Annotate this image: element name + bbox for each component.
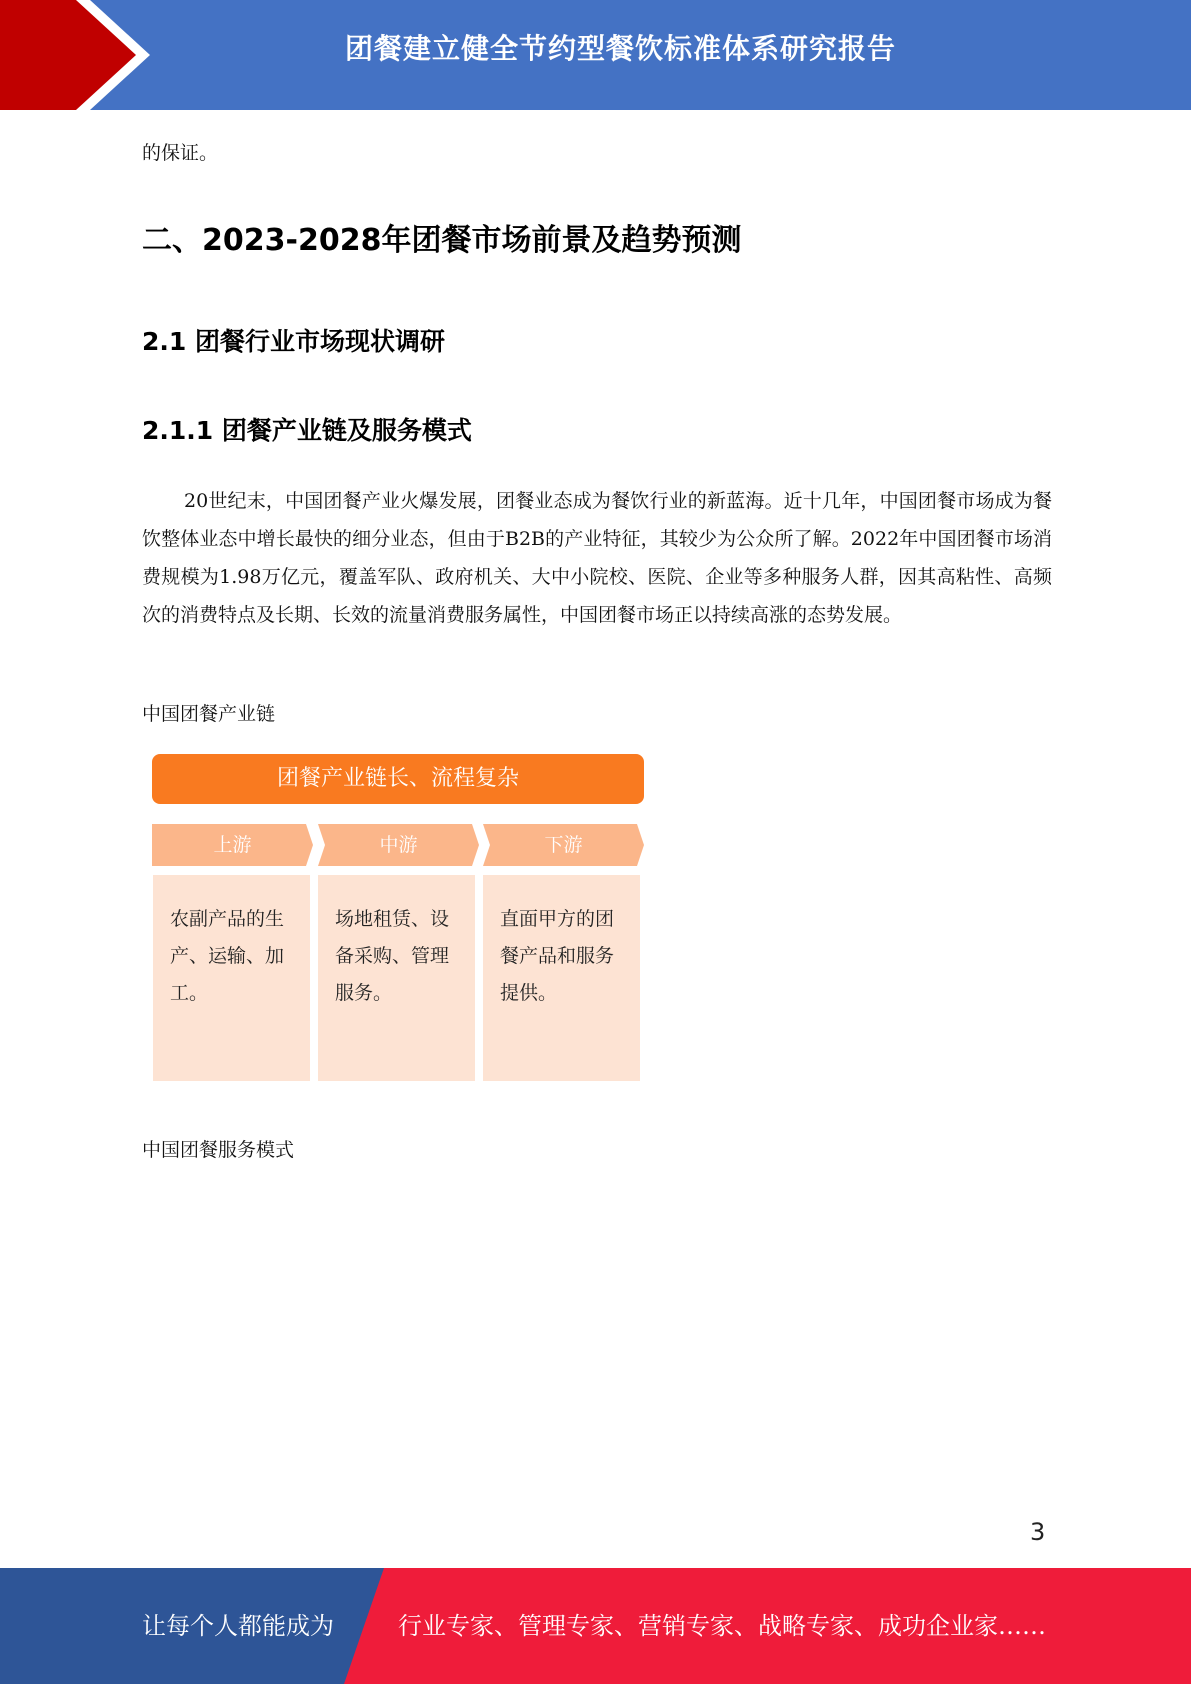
stage-desc-upstream: 农副产品的生产、运输、加工。 (153, 875, 310, 1081)
figure-banner: 团餐产业链长、流程复杂 (152, 754, 644, 804)
footer-slogan-left: 让每个人都能成为 (142, 1612, 334, 1640)
stage-desc-downstream: 直面甲方的团餐产品和服务提供。 (483, 875, 640, 1081)
body-paragraph: 20世纪末，中国团餐产业火爆发展，团餐业态成为餐饮行业的新蓝海。近十几年，中国团餐市场成为餐饮整体业态中增长最快的细分业态，但由于B2B的产业特征，其较少为公众所了解。2022年中国团餐市场消费规模为1.98万亿元，覆盖军队、政府机关、大中小院校、医院、企业等多种服务人群，因其高粘性、高频次的消费特点及长期、长效的流量消费服务属性，中国团餐市场正以持续高涨的态势发展。 (142, 490, 1052, 626)
page-footer (0, 1568, 1191, 1684)
section-heading: 二、2023-2028年团餐市场前景及趋势预测 (142, 223, 742, 258)
footer-slogan-right: 行业专家、管理专家、营销专家、战略专家、成功企业家…… (398, 1612, 1046, 1640)
leading-text: 的保证。 (142, 142, 219, 164)
subsubsection-heading: 2.1.1 团餐产业链及服务模式 (142, 416, 472, 445)
stage-label: 中游 (379, 834, 418, 856)
industry-chain-figure (152, 752, 644, 1084)
stage-desc-midstream: 场地租赁、设备采购、管理服务。 (318, 875, 475, 1081)
page-number: 3 (1030, 1518, 1046, 1546)
stage-label: 上游 (213, 834, 252, 856)
stage-arrow-downstream (483, 824, 644, 866)
figure-caption-industry-chain: 中国团餐产业链 (142, 703, 276, 725)
report-title: 团餐建立健全节约型餐饮标准体系研究报告 (344, 32, 896, 65)
subsection-heading: 2.1 团餐行业市场现状调研 (142, 327, 445, 356)
stage-label: 下游 (544, 834, 583, 856)
figure-caption-service-model: 中国团餐服务模式 (142, 1139, 295, 1161)
stage-arrow-midstream (318, 824, 479, 866)
stage-arrow-upstream (152, 824, 313, 866)
page-header (0, 0, 1191, 110)
